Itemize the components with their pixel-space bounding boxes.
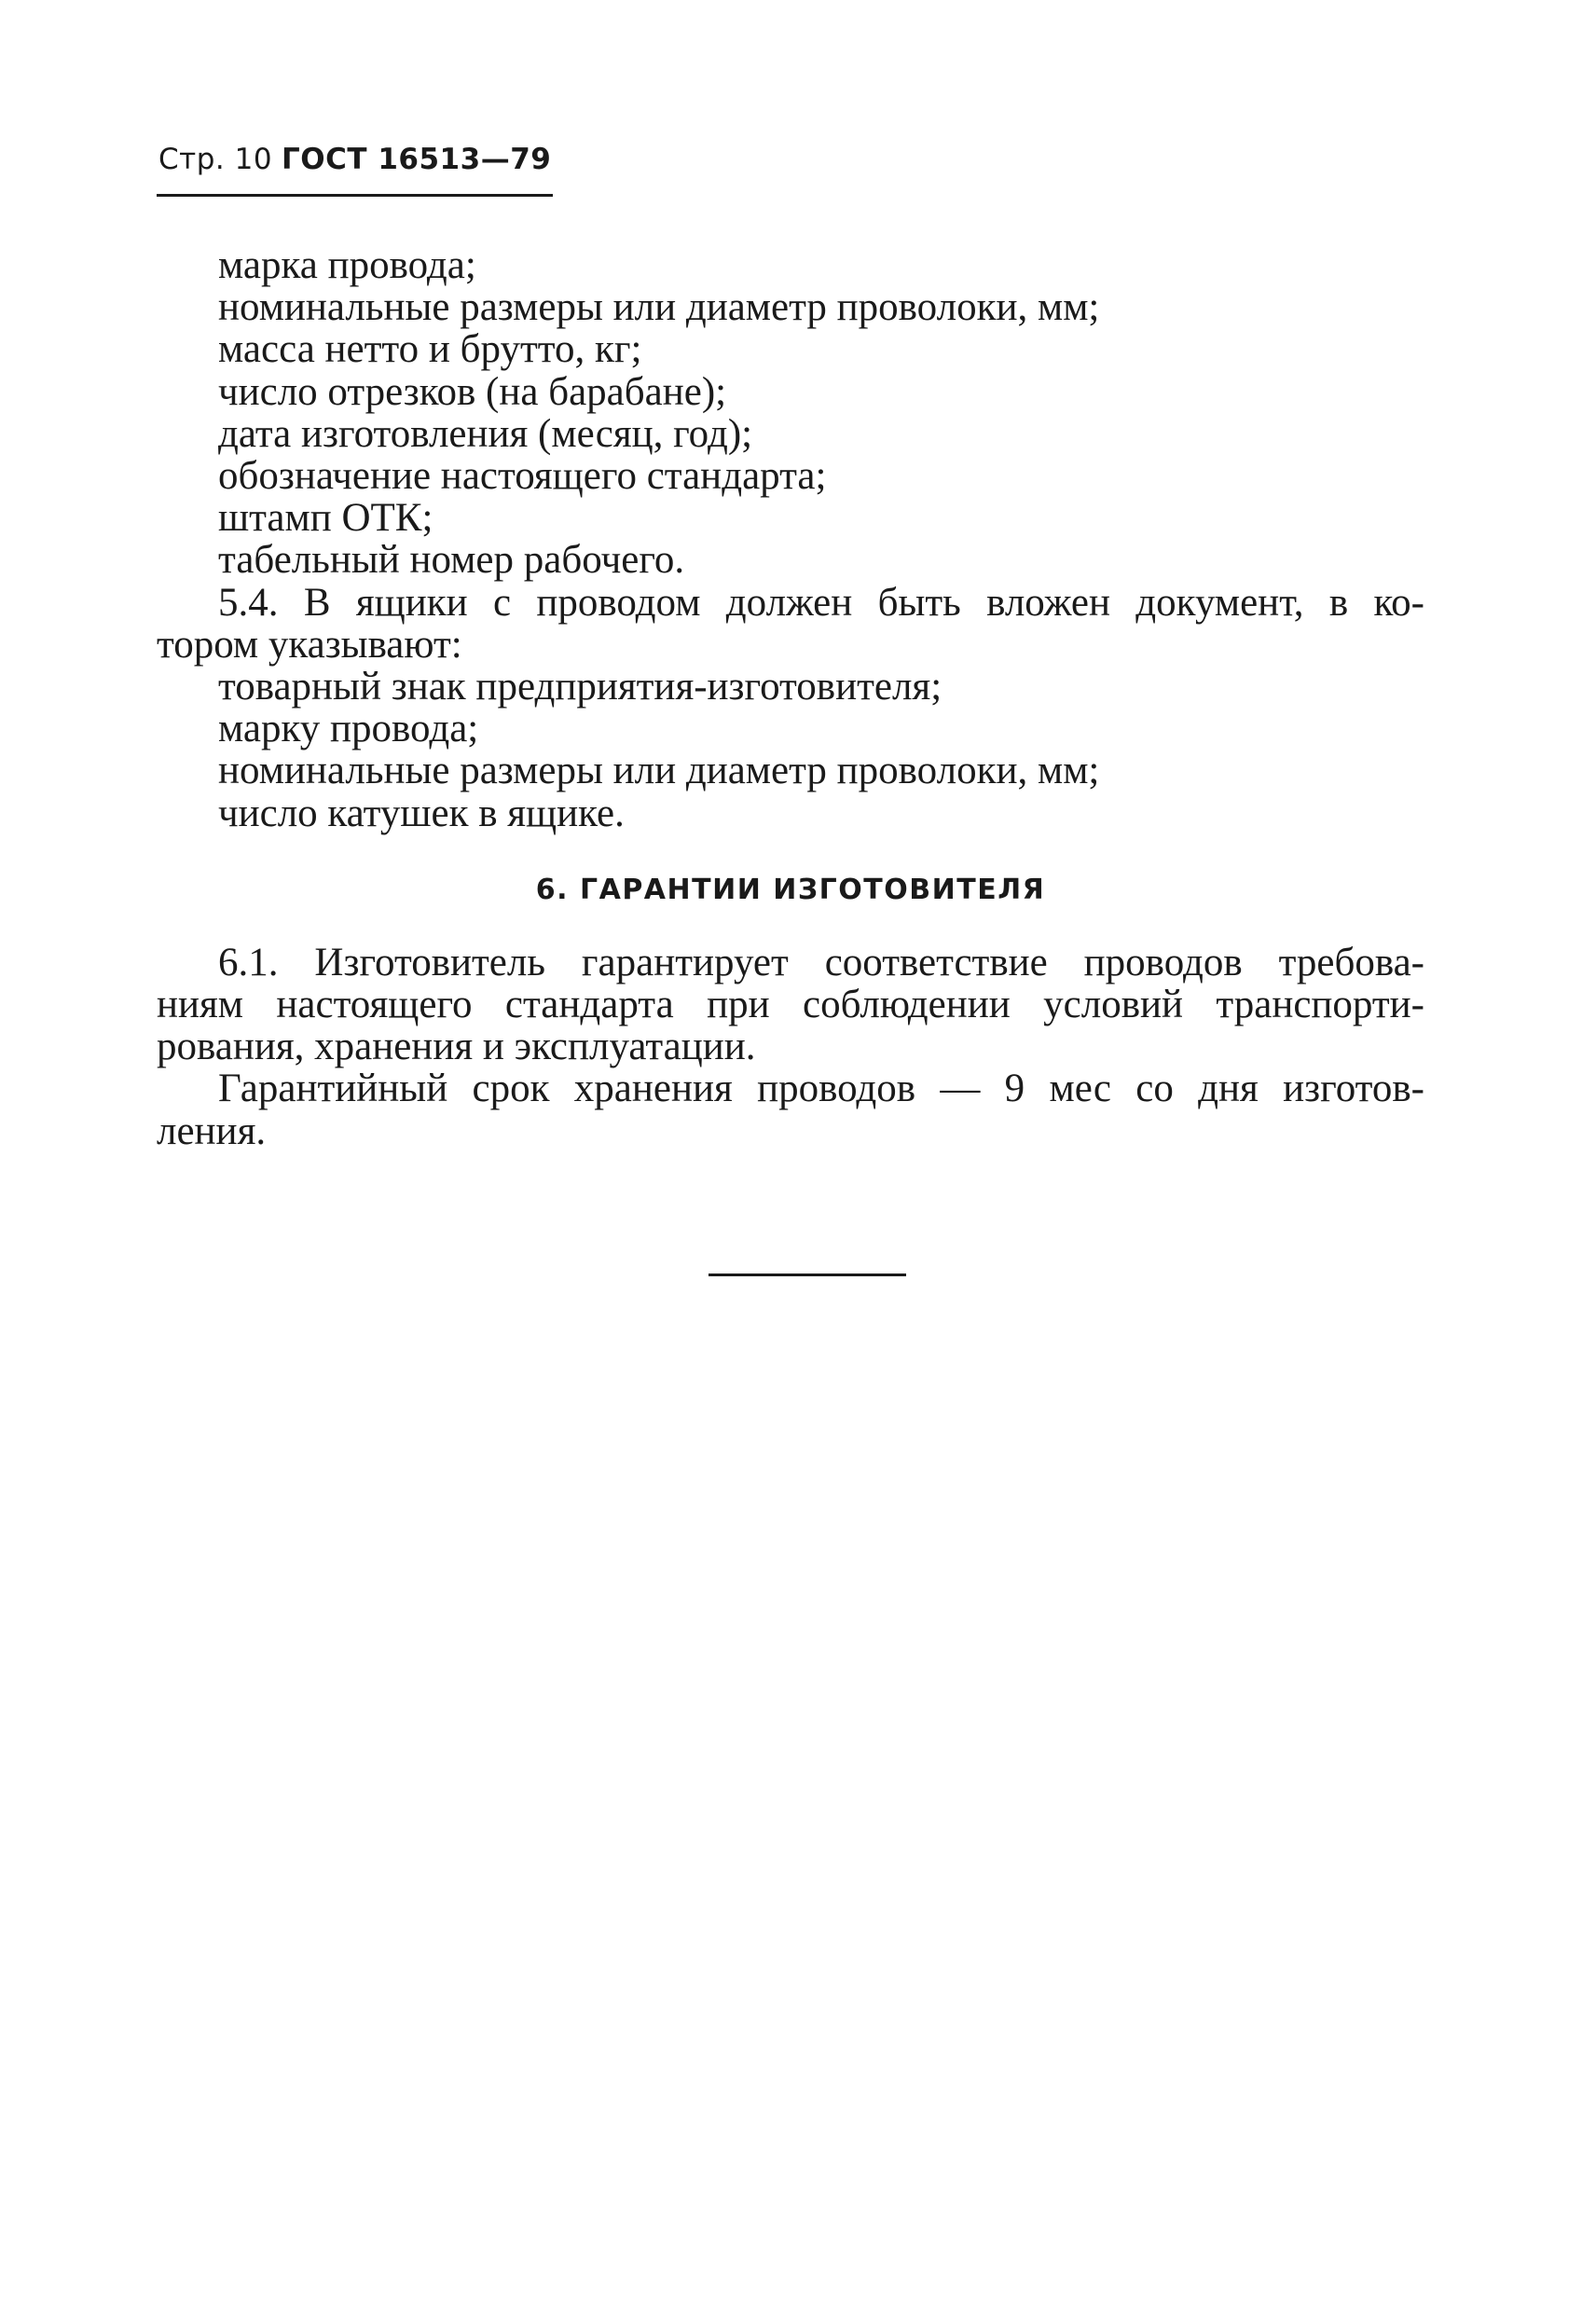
list-item: марка провода; [218, 243, 476, 287]
list-item: марку провода; [218, 707, 479, 751]
document-body [157, 244, 1424, 1152]
clause-6-1-line-1: 6.1. Изготовитель гарантирует соответствие проводов требова- [218, 940, 1424, 984]
list-item: число катушек в ящике. [218, 791, 625, 835]
list-item: масса нетто и брутто, кг; [218, 327, 642, 372]
list-item: штамп ОТК; [218, 496, 433, 541]
marking-list [157, 244, 1424, 582]
header-underline [157, 194, 553, 197]
clause-5-4 [157, 582, 1424, 834]
end-of-text-rule [709, 1274, 906, 1276]
list-item: товарный знак предприятия-изготовителя; [218, 665, 942, 709]
clause-6-1 [157, 942, 1424, 1068]
clause-5-4-line-1: 5.4. В ящики с проводом должен быть вложен документ, в ко- [218, 580, 1424, 625]
list-item: число отрезков (на барабане); [218, 369, 727, 414]
list-item: обозначение настоящего стандарта; [218, 454, 827, 499]
list-item: табельный номер рабочего. [218, 538, 685, 583]
section-6-title: 6. ГАРАНТИИ ИЗГОТОВИТЕЛЯ [535, 873, 1046, 906]
clause-5-4-line-2: тором указывают: [157, 622, 462, 667]
clause-6-1-line-2: ниям настоящего стандарта при соблюдении условий транспорти- [157, 983, 1424, 1027]
warranty-line-1: Гарантийный срок хранения проводов — 9 мес со дня изготов- [218, 1067, 1424, 1111]
page-number-label: Стр. 10 [158, 143, 273, 176]
clause-6-1-line-3: рования, хранения и эксплуатации. [157, 1025, 756, 1069]
list-item: номинальные размеры или диаметр проволоки, мм; [218, 285, 1100, 330]
warranty-line-2: ления. [157, 1108, 267, 1153]
list-item: номинальные размеры или диаметр проволоки, мм; [218, 749, 1100, 793]
running-header [158, 140, 551, 179]
warranty-period [157, 1067, 1424, 1151]
list-item: дата изготовления (месяц, год); [218, 411, 753, 456]
standard-designation: ГОСТ 16513—79 [282, 143, 552, 176]
